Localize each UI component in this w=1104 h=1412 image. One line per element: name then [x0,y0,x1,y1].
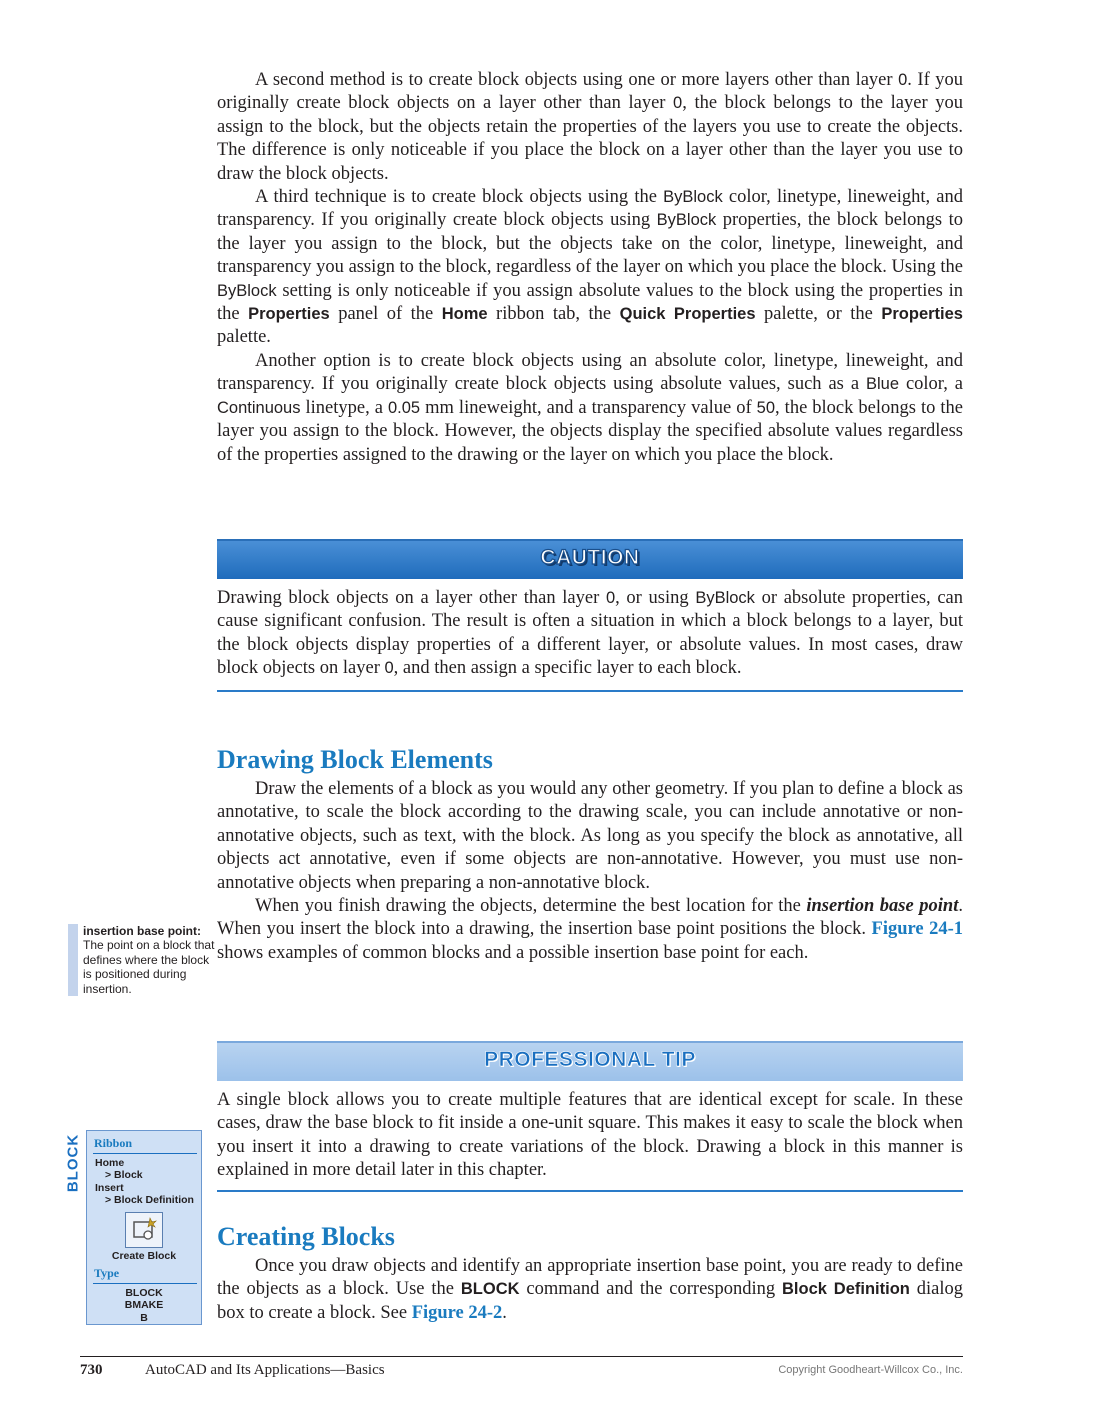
command-tab-label: BLOCK [64,1133,82,1193]
tip-title: PROFESSIONAL TIP [484,1048,696,1071]
caution-banner [217,539,963,579]
create-block-icon [126,1213,162,1247]
paragraph-layer-method: A second method is to create block objects using one or more layers other than layer 0. If you originally create block objects on a layer other than layer 0, the block belongs to the layer you assign to the block, but the objects retain the properties of the layers you use to create the objects. The difference is only noticeable if you place the block on a layer other than the layer you use to draw the block objects. [217,70,963,184]
type-label: Type [94,1266,120,1281]
divider [93,1153,197,1154]
create-block-label: Create Block [111,1249,177,1262]
tip-text: A single block allows you to create multiple features that are identical except for scale. In these cases, draw the base block to fit inside a one-unit square. This makes it easy to scale the block when you insert it into a drawing to create variations of the block. Drawing a block in this manner is explained in more detail later in this chapter. [217,1090,963,1181]
page-footer [80,1356,963,1378]
professional-tip-box [217,1041,963,1192]
tip-bottom-rule [217,1190,963,1192]
body-text-column [217,69,963,467]
command-access-box [86,1130,202,1325]
create-block-button[interactable] [125,1212,163,1248]
ribbon-path-home: Home [95,1157,125,1169]
paragraph-insertion-base-point: When you finish drawing the objects, determine the best location for the insertion base point. When you insert the block into a drawing, the insertion base point positions the block. Figure 24-1 shows examples of common blocks and a possible insertion base point for each. [217,896,963,963]
section-drawing-block-elements [217,745,963,965]
section-heading: Creating Blocks [217,1222,395,1251]
caution-bottom-rule [217,690,963,692]
caution-text: Drawing block objects on a layer other than layer 0, or using ByBlock or absolute properties, can cause significant confusion. The result is often a situation in which a block belongs to a layer, but the block objects display properties of a different layer, or absolute values. In most cases, draw block objects on layer 0, and then assign a specific layer to each block. [217,588,963,679]
ribbon-path-block-panel: > Block [105,1169,143,1182]
section-heading: Drawing Block Elements [217,745,493,774]
paragraph-creating-blocks: Once you draw objects and identify an appropriate insertion base point, you are ready to define the objects as a block. Use the BLOCK command and the corresponding Block Definition dialog box to create a block. See Figure 24-2. [217,1256,963,1323]
section-creating-blocks [217,1222,963,1325]
margin-definition: insertion base point: The point on a block that defines where the block is positioned during insertion. [68,924,215,996]
book-title: AutoCAD and Its Applications—Basics [145,1362,385,1378]
page-number: 730 [80,1362,103,1378]
command-aliases [87,1287,201,1324]
ribbon-path-insert: Insert [95,1181,124,1194]
paragraph-byblock-method: A third technique is to create block objects using the ByBlock color, linetype, lineweight, and transparency. If you originally create block objects using ByBlock properties, the block belongs to the layer you assign to the block, but the objects take on the color, linetype, lineweight, and transparency you assign to the block, regardless of the layer on which you place the block. Using the ByBlock setting is only noticeable if you assign absolute values to the block using the properties in the Properties panel of the Home ribbon tab, the Quick Properties palette, or the Properties palette. [217,187,963,348]
ribbon-label: Ribbon [94,1136,133,1150]
figure-reference-link[interactable]: Figure 24-2 [411,1302,503,1323]
paragraph-absolute-method: Another option is to create block objects using an absolute color, linetype, lineweight, and transparency. If you originally create block objects using absolute values, such as a Blue color, a Continuous linetype, a 0.05 mm lineweight, and a transparency value of 50, the block belongs to the layer you assign to the block. However, the objects display the specified absolute values regardless of the properties assigned to the drawing or the layer on which you place the block. [217,350,963,465]
ribbon-path [87,1157,201,1207]
ribbon-path-block-definition: > Block Definition [105,1194,194,1207]
copyright: Copyright Goodheart-Willcox Co., Inc. [778,1364,963,1376]
command-tab [63,1130,83,1196]
caution-box [217,539,963,692]
command-alias: BMAKE [124,1299,164,1312]
tip-banner [217,1041,963,1081]
figure-reference-link[interactable]: Figure 24-1 [871,919,963,940]
command-alias: B [140,1311,148,1324]
command-alias: BLOCK [125,1287,163,1300]
paragraph-draw-elements: Draw the elements of a block as you would any other geometry. If you plan to define a block as annotative, to scale the block according to the drawing scale, you can include annotative or non-annotative objects, such as text, with the block. As long as you specify the block as annotative, all objects act annotative, even if some objects are non-annotative. However, you must use non-annotative objects when preparing a non-annotative block. [217,779,963,893]
caution-title: CAUTION [540,546,640,569]
divider [93,1283,197,1284]
